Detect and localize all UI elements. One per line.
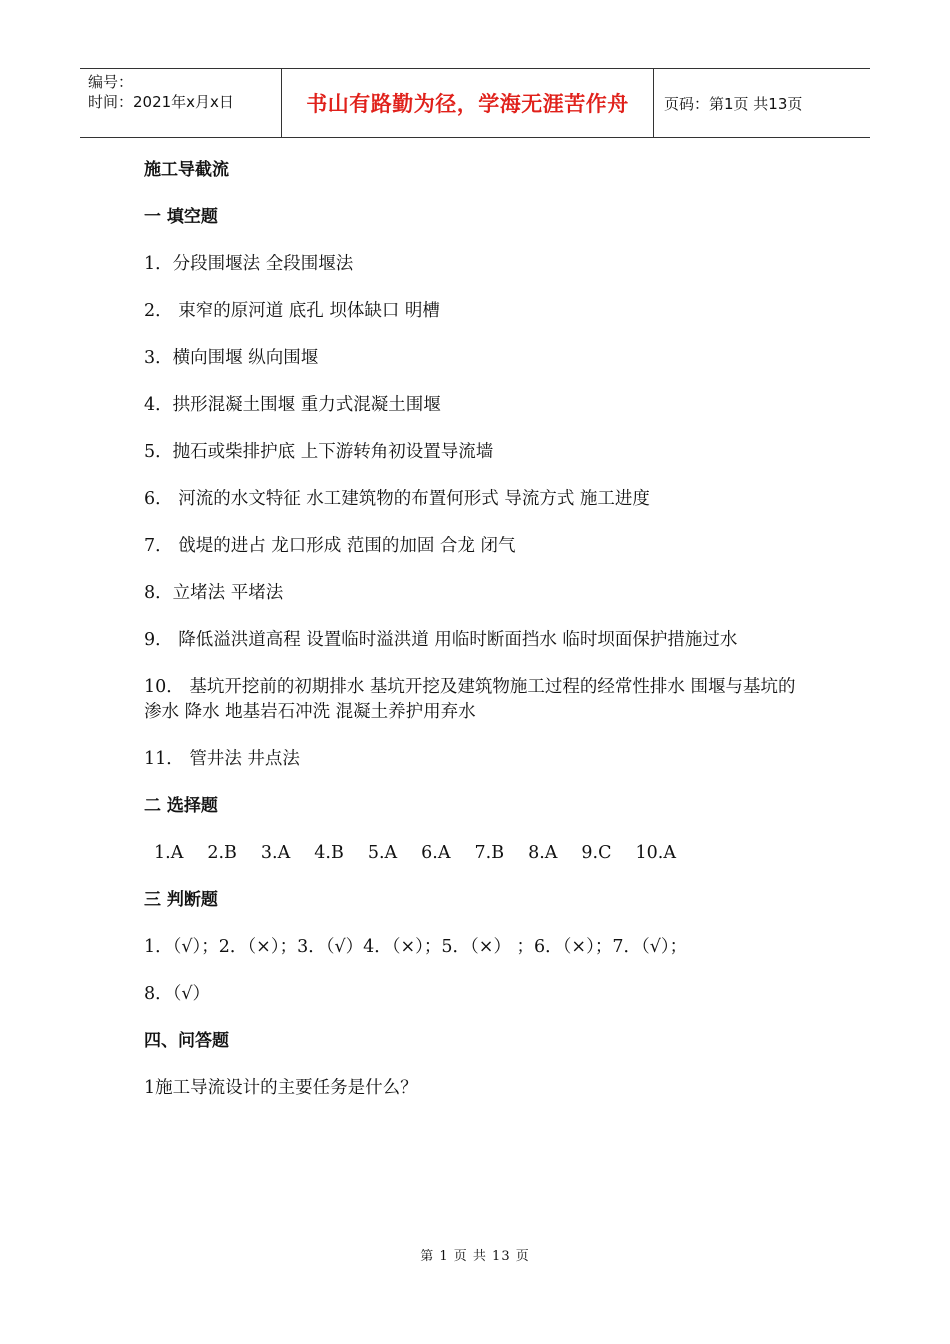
choice-answer: 6.A	[421, 843, 451, 863]
document-body	[144, 158, 808, 1123]
fill-item-6: 6． 河流的水文特征 水工建筑物的布置何形式 导流方式 施工进度	[144, 489, 650, 509]
fill-item-7: 7． 戗堤的进占 龙口形成 范围的加固 合龙 闭气	[144, 536, 516, 556]
fill-item-9: 9． 降低溢洪道高程 设置临时溢洪道 用临时断面挡水 临时坝面保护措施过水	[144, 630, 738, 650]
header-table	[80, 68, 870, 138]
header-left-cell	[80, 69, 282, 137]
choice-answer: 8.A	[528, 843, 558, 863]
fill-item-10: 10． 基坑开挖前的初期排水 基坑开挖及建筑物施工过程的经常性排水 围堰与基坑的渗水 降水 地基岩石冲洗 混凝土养护用弃水	[144, 677, 796, 722]
choice-answers	[144, 841, 808, 866]
fill-item-8: 8．立堵法 平堵法	[144, 583, 284, 603]
section-fill-heading: 一 填空题	[144, 207, 218, 227]
motto-text: 书山有路勤为径，学海无涯苦作舟	[306, 92, 629, 116]
fill-item-4: 4．拱形混凝土围堰 重力式混凝土围堰	[144, 395, 441, 415]
fill-item-3: 3．横向围堰 纵向围堰	[144, 348, 319, 368]
doc-title: 施工导截流	[144, 160, 229, 180]
choice-answer: 7.B	[474, 843, 505, 863]
fill-item-5: 5．抛石或柴排护底 上下游转角初设置导流墙	[144, 442, 494, 462]
section-choice-heading: 二 选择题	[144, 796, 218, 816]
header-page-cell	[654, 69, 870, 137]
section-judge-heading: 三 判断题	[144, 890, 218, 910]
judge-answers-2: 8．（√）	[144, 984, 211, 1004]
choice-answer: 3.A	[260, 843, 291, 863]
judge-answers-1: 1．（√）；2．（×）；3．（√）4．（×）；5．（×） ；6．（×）；7．（√）；	[144, 937, 688, 957]
header-motto-cell	[282, 69, 654, 137]
fill-item-1: 1．分段围堰法 全段围堰法	[144, 254, 354, 274]
choice-answer: 5.A	[367, 843, 398, 863]
time-label: 时间：2021年x月x日	[88, 93, 234, 111]
choice-answer: 2.B	[207, 843, 237, 863]
page-footer: 第 1 页 共 13 页	[420, 1249, 530, 1264]
fill-item-11: 11． 管井法 井点法	[144, 749, 300, 769]
section-qa-heading: 四、问答题	[144, 1031, 229, 1051]
choice-answer: 4.B	[314, 843, 344, 863]
choice-answer: 9.C	[581, 843, 612, 863]
page-info: 页码：第1页 共13页	[664, 94, 803, 113]
number-label: 编号：	[88, 73, 134, 91]
choice-answer: 1.A	[154, 843, 184, 863]
question-1: 1施工导流设计的主要任务是什么？	[144, 1078, 418, 1098]
fill-item-2: 2． 束窄的原河道 底孔 坝体缺口 明槽	[144, 301, 440, 321]
choice-answer: 10.A	[635, 843, 676, 863]
